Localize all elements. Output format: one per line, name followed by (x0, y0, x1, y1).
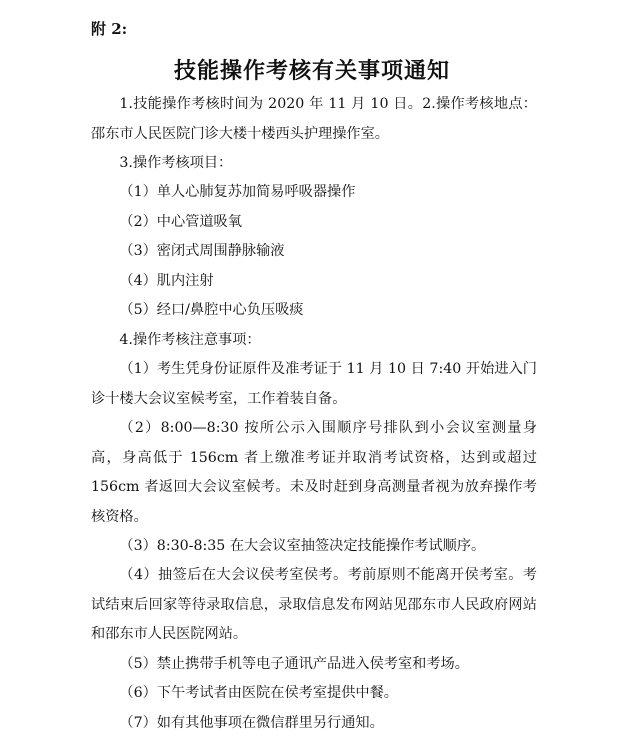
page-title: 技能操作考核有关事项通知 (173, 58, 450, 84)
note-5: （5）禁止携带手机等电子通讯产品进入侯考室和考场。 (119, 656, 469, 672)
exam-item-5: （5）经口/鼻腔中心负压吸痰 (119, 302, 304, 318)
paragraph-exam-time-location: 1.技能操作考核时间为 2020 年 11 月 10 日。2.操作考核地点：邵东市人民医院门诊大楼十楼西头护理操作室。 (91, 96, 537, 142)
attachment-label: 附 2: (91, 20, 128, 38)
note-4: （4）抽签后在大会议侯考室侯考。考前原则不能离开侯考室。考试结束后回家等待录取信息，录取信息发布网站见邵东市人民政府网站和邵东市人民医院网站。 (91, 567, 537, 642)
exam-item-4: （4）肌内注射 (119, 273, 214, 289)
exam-item-1: （1）单人心肺复苏加简易呼吸器操作 (119, 184, 356, 200)
exam-item-3: （3）密闭式周围静脉输液 (119, 243, 285, 259)
note-2: （2）8:00—8:30 按所公示入围顺序号排队到小会议室测量身高，身高低于 156cm 者上缴准考证并取消考试资格，达到或超过 156cm 者返回大会议室候考。未及时赶到身高测量者视为放弃操作考核资格。 (91, 420, 537, 525)
note-6: （6）下午考试者由医院在侯考室提供中餐。 (119, 685, 398, 701)
paragraph-notes-heading: 4.操作考核注意事项： (119, 332, 261, 348)
note-7: （7）如有其他事项在微信群里另行通知。 (119, 715, 384, 731)
paragraph-exam-items-heading: 3.操作考核项目： (119, 155, 233, 171)
exam-item-2: （2）中心管道吸氧 (119, 214, 242, 230)
note-3: （3）8:30-8:35 在大会议室抽签决定技能操作考试顺序。 (119, 538, 486, 554)
note-1: （1）考生凭身份证原件及准考证于 11 月 10 日 7:40 开始进入门诊十楼大会议室候考室，工作着装自备。 (91, 361, 537, 407)
